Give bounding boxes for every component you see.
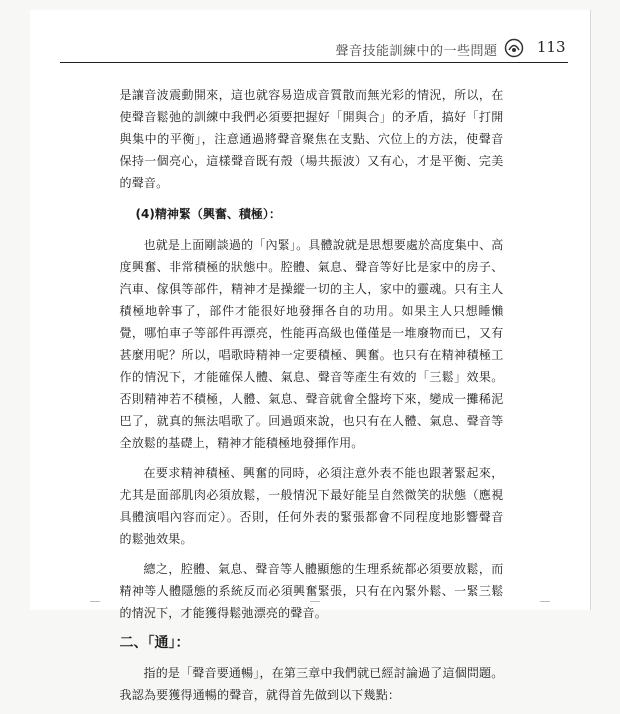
- book-page: [30, 10, 591, 702]
- paragraph-2: 也就是上面剛談過的「內緊」。具體說就是思想要處於高度集中、高度興奮、非常積極的狀態中。腔體、氣息、聲音等好比是家中的房子、汽車、傢俱等部件，精神才是操縱一切的主人，家中的靈魂。只有主人積極地幹事了，部件才能很好地發揮各自的功用。如果主人只想睡懶覺，哪怕車子等部件再漂亮，性能再高級也僅僅是一堆廢物而已，又有甚麼用呢？所以，唱歌時精神一定要積極、興奮。也只有在精神積極工作的情況下，才能確保人體、氣息、聲音等產生有效的「三鬆」效果。否則精神若不積極，人體、氣息、聲音就會全盤垮下來，變成一攤稀泥巴了，就真的無法唱歌了。回過頭來說，也只有在人體、氣息、聲音等全放鬆的基礎上，精神才能積極地發揮作用。: [119, 238, 504, 450]
- paragraph-3: 在要求精神積極、興奮的同時，必須注意外表不能也跟著緊起來，尤其是面部肌肉必須放鬆，一般情況下最好能呈自然微笑的狀態（應視具體演唱內容而定）。否則，任何外表的緊張都會不同程度地影響聲音的鬆弛效果。: [119, 466, 504, 546]
- paragraph-4: 總之，腔體、氣息、聲音等人體顯態的生理系統都必須要放鬆，而精神等人體隱態的系統反而必須興奮緊張，只有在內緊外鬆、一緊三鬆的情況下，才能獲得鬆弛漂亮的聲音。: [119, 562, 504, 620]
- page-number: 113: [536, 38, 566, 56]
- paragraph-1: 是讓音波震動開來，這也就容易造成音質散而無光彩的情況，所以，在使聲音鬆弛的訓練中我們必須要把握好「開與合」的矛盾，搞好「打開與集中的平衡」，注意通過將聲音聚焦在支點、穴位上的方法，使聲音保持一個亮心，這樣聲音既有殼（場共振波）又有心，才是平衡、完美的聲音。: [119, 88, 504, 190]
- header-rule: [60, 62, 568, 63]
- sub-heading-mental-tension: (4)精神緊（興奮、積極）：: [135, 207, 281, 221]
- paragraph-5: 指的是「聲音要通暢」，在第三章中我們就已經討論過了這個問題。我認為要獲得通暢的聲音，就得首先做到以下幾點：: [119, 666, 504, 702]
- running-header: [30, 38, 590, 64]
- crop-mark: [90, 601, 100, 602]
- chapter-title: 聲音技能訓練中的一些問題: [335, 44, 498, 59]
- publisher-emblem-icon: [504, 38, 524, 58]
- crop-mark: [310, 601, 320, 602]
- crop-mark: [540, 601, 550, 602]
- section-heading-flow: 二、「通」：: [119, 635, 190, 651]
